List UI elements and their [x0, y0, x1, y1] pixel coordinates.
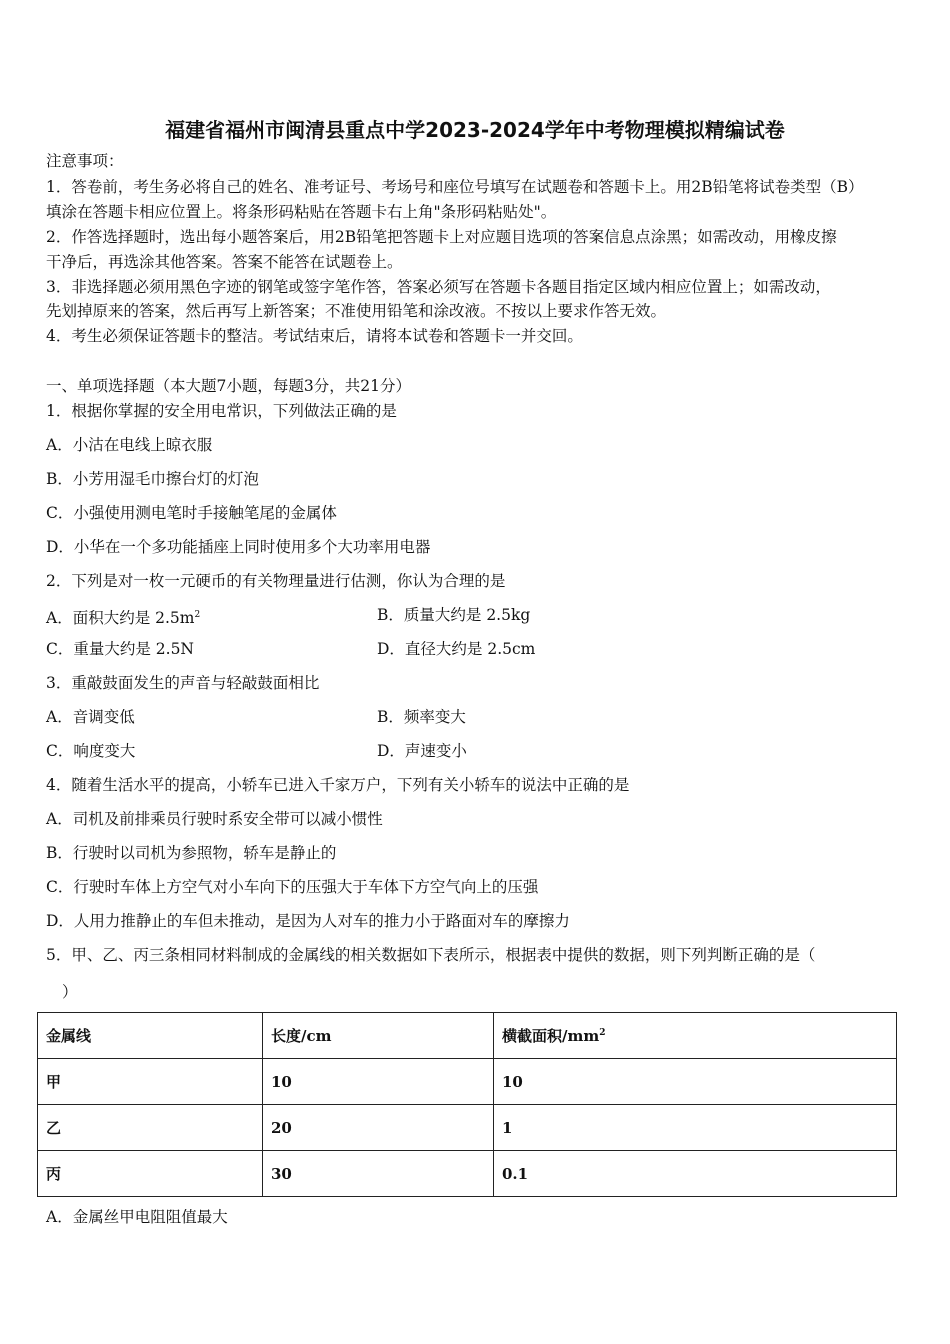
question-4-option-d: D．人用力推静止的车但未推动，是因为人对车的推力小于路面对车的摩擦力	[46, 912, 570, 930]
table-cell: 甲	[38, 1059, 263, 1105]
question-4-option-a: A．司机及前排乘员行驶时系安全带可以减小惯性	[46, 810, 383, 828]
question-3-option-a: A．音调变低	[46, 708, 135, 726]
table-cell: 乙	[38, 1105, 263, 1151]
table-row	[38, 1105, 897, 1151]
table-header-cell: 横截面积$/mm^2$	[494, 1013, 897, 1059]
notice-heading: 注意事项：	[46, 152, 124, 170]
section-heading: 一、单项选择题（本大题7小题，每题3分，共21分）	[46, 377, 411, 395]
question-4-option-c: C．行驶时车体上方空气对小车向下的压强大于车体下方空气向上的压强	[46, 878, 539, 896]
notice-line: 填涂在答题卡相应位置上。将条形码粘贴在答题卡右上角"条形码粘贴处"。	[46, 203, 557, 221]
table-cell: 10	[263, 1059, 494, 1105]
table-cell: 0.1	[494, 1151, 897, 1197]
question-1-option-b: B．小芳用湿毛巾擦台灯的灯泡	[46, 470, 259, 488]
table-cell: 20	[263, 1105, 494, 1151]
notice-line: 干净后，再选涂其他答案。答案不能答在试题卷上。	[46, 253, 403, 271]
question-1-option-c: C．小强使用测电笔时手接触笔尾的金属体	[46, 504, 337, 522]
question-4-stem: 4．随着生活水平的提高，小轿车已进入千家万户，下列有关小轿车的说法中正确的是	[46, 776, 630, 794]
question-3-option-d: D．声速变小	[377, 742, 467, 760]
notice-line: 先划掉原来的答案，然后再写上新答案；不准使用铅笔和涂改液。不按以上要求作答无效。	[46, 302, 667, 320]
table-cell: 10	[494, 1059, 897, 1105]
notice-line: 2．作答选择题时，选出每小题答案后，用2B铅笔把答题卡上对应题目选项的答案信息点涂黑；如需改动，用橡皮擦	[46, 228, 837, 246]
notice-line: 1．答卷前，考生务必将自己的姓名、准考证号、考场号和座位号填写在试题卷和答题卡上。用2B铅笔将试卷类型（B）	[46, 178, 864, 196]
question-3-option-c: C．响度变大	[46, 742, 136, 760]
question-1-option-a: A．小沽在电线上晾衣服	[46, 436, 213, 454]
question-5-stem: 5．甲、乙、丙三条相同材料制成的金属线的相关数据如下表所示，根据表中提供的数据，则下列判断正确的是（	[46, 946, 816, 964]
page-title: 福建省福州市闽清县重点中学2023-2024学年中考物理模拟精编试卷	[165, 118, 785, 142]
table-cell: 丙	[38, 1151, 263, 1197]
table-cell: 1	[494, 1105, 897, 1151]
notice-line: 3．非选择题必须用黑色字迹的钢笔或签字笔作答，答案必须写在答题卡各题目指定区域内相应位置上；如需改动，	[46, 278, 831, 296]
question-3-stem: 3．重敲鼓面发生的声音与轻敲鼓面相比	[46, 674, 320, 692]
question-5-option-a: A．金属丝甲电阻阻值最大	[46, 1208, 228, 1226]
question-3-option-b: B．频率变大	[377, 708, 466, 726]
question-1-option-d: D．小华在一个多功能插座上同时使用多个大功率用电器	[46, 538, 431, 556]
question-2-stem: 2．下列是对一枚一元硬币的有关物理量进行估测，你认为合理的是	[46, 572, 506, 590]
question-2-option-d: D．直径大约是 2.5cm	[377, 640, 536, 658]
table-header-cell: 金属线	[38, 1013, 263, 1059]
question-4-option-b: B．行驶时以司机为参照物，轿车是静止的	[46, 844, 337, 862]
question-2-option-c: C．重量大约是 2.5N	[46, 640, 194, 658]
metal-wire-table	[37, 1012, 897, 1197]
table-row	[38, 1059, 897, 1105]
notice-line: 4．考生必须保证答题卡的整洁。考试结束后，请将本试卷和答题卡一并交回。	[46, 327, 583, 345]
table-row	[38, 1151, 897, 1197]
question-2-option-b: B．质量大约是 2.5kg	[377, 606, 531, 624]
table-cell: 30	[263, 1151, 494, 1197]
table-header-row	[38, 1013, 897, 1059]
question-2-option-a: A．面积大约是 $2.5m^2$	[46, 609, 201, 628]
question-5-stem-end: ）	[62, 983, 78, 1001]
table-header-cell: 长度/cm	[263, 1013, 494, 1059]
question-1-stem: 1．根据你掌握的安全用电常识，下列做法正确的是	[46, 402, 397, 420]
